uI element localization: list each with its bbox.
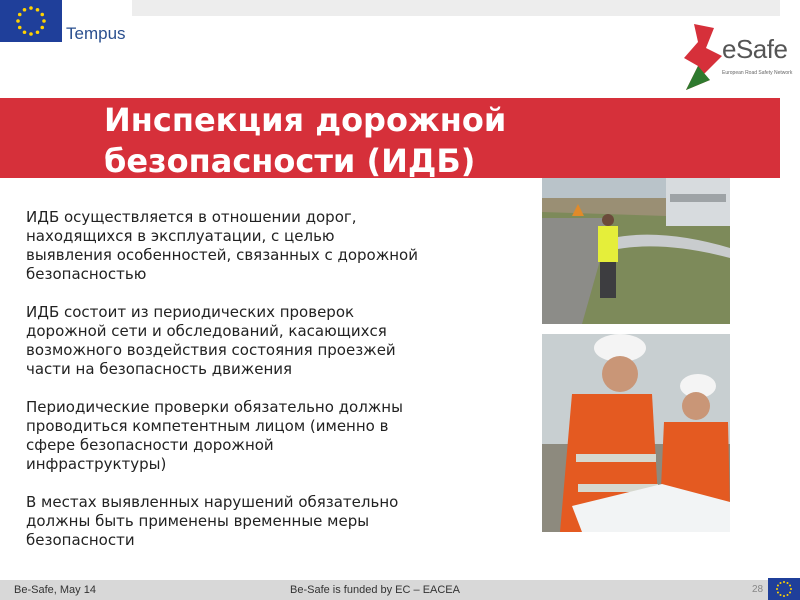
eu-flag-logo: [0, 0, 62, 42]
footer-date: Be-Safe, May 14: [14, 584, 96, 596]
engineers-reviewing-plans-photo: [542, 334, 730, 532]
eu-flag-icon: [768, 578, 800, 600]
eu-star-icon: [40, 13, 44, 17]
eu-star-icon: [780, 582, 782, 584]
paragraph-2: ИДБ состоит из периодических проверок дорожной сети и обследований, касающихся возможного воздействия состояния проезжей части на безопасность движения: [26, 303, 396, 378]
footer-funding: Be-Safe is funded by EC – EACEA: [290, 584, 460, 596]
paragraph-3: Периодические проверки обязательно должны проводиться компетентным лицом (именно в сфере безопасности дорожной инфраструктуры): [26, 398, 403, 473]
eu-star-icon: [789, 585, 791, 587]
tempus-label: Tempus: [66, 24, 126, 43]
eu-star-icon: [23, 30, 27, 34]
esafe-wordmark: eSafe: [722, 34, 788, 64]
eu-star-icon: [787, 582, 789, 584]
eu-star-icon: [29, 32, 33, 36]
eu-star-icon: [783, 595, 785, 597]
page-number: 28: [752, 584, 764, 595]
top-strip: [132, 0, 780, 16]
eu-star-icon: [36, 30, 40, 34]
eu-star-icon: [783, 581, 785, 583]
guardrail-inspection-photo: [542, 178, 730, 324]
eu-star-icon: [777, 585, 779, 587]
eu-star-icon: [23, 8, 27, 12]
esafe-tagline: European Road Safety Network: [722, 70, 793, 76]
eu-star-icon: [18, 26, 22, 30]
eu-star-icon: [780, 594, 782, 596]
eu-star-icon: [789, 592, 791, 594]
slide-body: [26, 208, 418, 569]
paragraph-4: В местах выявленных нарушений обязательно должны быть применены временные меры безопасности: [26, 493, 399, 549]
eu-star-icon: [787, 594, 789, 596]
eu-star-icon: [776, 588, 778, 590]
eu-star-icon: [29, 6, 33, 10]
paragraph-1: ИДБ осуществляется в отношении дорог, находящихся в эксплуатации, с целью выявления особенностей, связанных с дорожной безопасностью: [26, 208, 418, 283]
eu-star-icon: [42, 19, 46, 23]
eu-star-icon: [16, 19, 20, 23]
eu-star-icon: [777, 592, 779, 594]
slide-title: Инспекция дорожной безопасности (ИДБ): [104, 101, 507, 180]
eu-star-icon: [790, 588, 792, 590]
eu-star-icon: [18, 13, 22, 17]
eu-star-icon: [40, 26, 44, 30]
eu-star-icon: [36, 8, 40, 12]
